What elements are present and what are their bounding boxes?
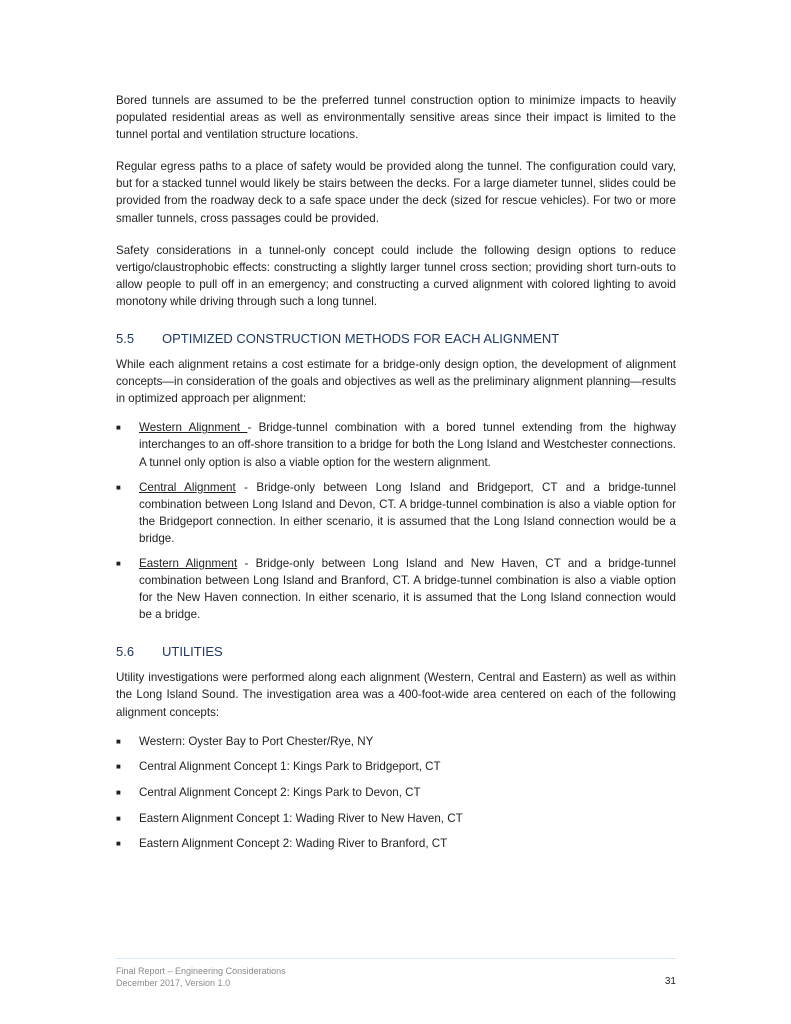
section-heading-5-6 [116,643,676,661]
alignment-description: - Bridge-only between Long Island and Bridgeport, CT and a bridge-tunnel combination between Long Island and Devon, CT. A bridge-tunnel combination is also a viable option for the Bridgeport connection. In either scenario, it is assumed that the Long Island connection would be a bridge. [139,480,676,545]
alignment-description: - Bridge-tunnel combination with a bored tunnel extending from the highway interchanges to an off-shore transition to a bridge for both the Long Island and Westchester connections. A tunnel only option is also a viable option for the western alignment. [139,421,676,469]
alignment-term: Western Alignment [139,421,248,435]
section-number: 5.5 [116,331,135,347]
list-item-central [116,479,676,547]
bullet-icon: ■ [116,762,121,772]
list-item-text: Western: Oyster Bay to Port Chester/Rye, NY [139,734,374,748]
footer-info [116,965,286,989]
page-content [116,92,676,861]
footer-report-title: Final Report – Engineering Considerations [116,966,286,976]
alignment-term: Eastern Alignment [139,556,238,570]
bullet-icon: ■ [116,558,121,568]
alignment-description: - Bridge-only between Long Island and New Haven, CT and a bridge-tunnel combination between Long Island and Branford, CT. A bridge-tunnel combination is also a viable option for the New Haven connection. In either scenario, it is assumed that the Long Island connection would be a bridge. [139,556,676,622]
list-item-text: Eastern Alignment Concept 2: Wading River to Branford, CT [139,837,448,851]
bullet-icon: ■ [116,736,121,746]
bullet-icon: ■ [116,839,121,849]
section-heading-5-5 [116,330,676,348]
footer-divider [116,958,676,959]
alignment-list [116,419,676,623]
bullet-icon: ■ [116,423,121,433]
list-item [116,784,676,801]
page-number: 31 [664,976,676,987]
bullet-icon: ■ [116,788,121,797]
list-item-eastern [116,555,676,623]
list-item-western [116,419,676,470]
utility-concept-list [116,733,676,853]
list-item [116,758,676,775]
footer-date-version: December 2017, Version 1.0 [116,978,231,988]
list-item [116,835,676,852]
section-intro-5-6: Utility investigations were performed along each alignment (Western, Central and Eastern) as well as within the Long Island Sound. The investigation area was a 400-foot-wide area centered on each of the following alignment concepts: [116,671,676,719]
section-number: 5.6 [116,644,135,660]
bullet-icon: ■ [116,482,121,492]
list-item-text: Central Alignment Concept 2: Kings Park to Devon, CT [139,786,421,799]
list-item-text: Central Alignment Concept 1: Kings Park to Bridgeport, CT [139,760,441,774]
list-item [116,733,676,750]
paragraph-safety: Safety considerations in a tunnel-only concept could include the following design options to reduce vertigo/claustrophobic effects: constructing a slightly larger tunnel cross section; providing short turn-outs to allow people to pull off in an emergency; and constructing a curved alignment with colored lighting to avoid monotony while driving through such a long tunnel. [116,243,676,308]
list-item [116,810,676,827]
list-item-text: Eastern Alignment Concept 1: Wading River to New Haven, CT [139,811,463,825]
section-title: UTILITIES [162,644,223,660]
paragraph-bored-tunnels: Bored tunnels are assumed to be the preferred tunnel construction option to minimize impacts to heavily populated residential areas as well as environmentally sensitive areas since their impact is limited to the tunnel portal and ventilation structure locations. [116,94,676,142]
paragraph-egress: Regular egress paths to a place of safety would be provided along the tunnel. The configuration could vary, but for a stacked tunnel would likely be stairs between the decks. For a large diameter tunnel, slides could be provided from the roadway deck to a safe space under the deck (sized for rescue vehicles). For two or more smaller tunnels, cross passages could be provided. [116,160,676,225]
section-title: OPTIMIZED CONSTRUCTION METHODS FOR EACH ALIGNMENT [162,331,560,347]
section-intro-5-5: While each alignment retains a cost estimate for a bridge-only design option, the development of alignment concepts—in consideration of the goals and objectives as well as the preliminary alignment planning—results in optimized approach per alignment: [116,358,676,406]
alignment-term: Central Alignment [139,480,236,494]
bullet-icon: ■ [116,813,121,823]
